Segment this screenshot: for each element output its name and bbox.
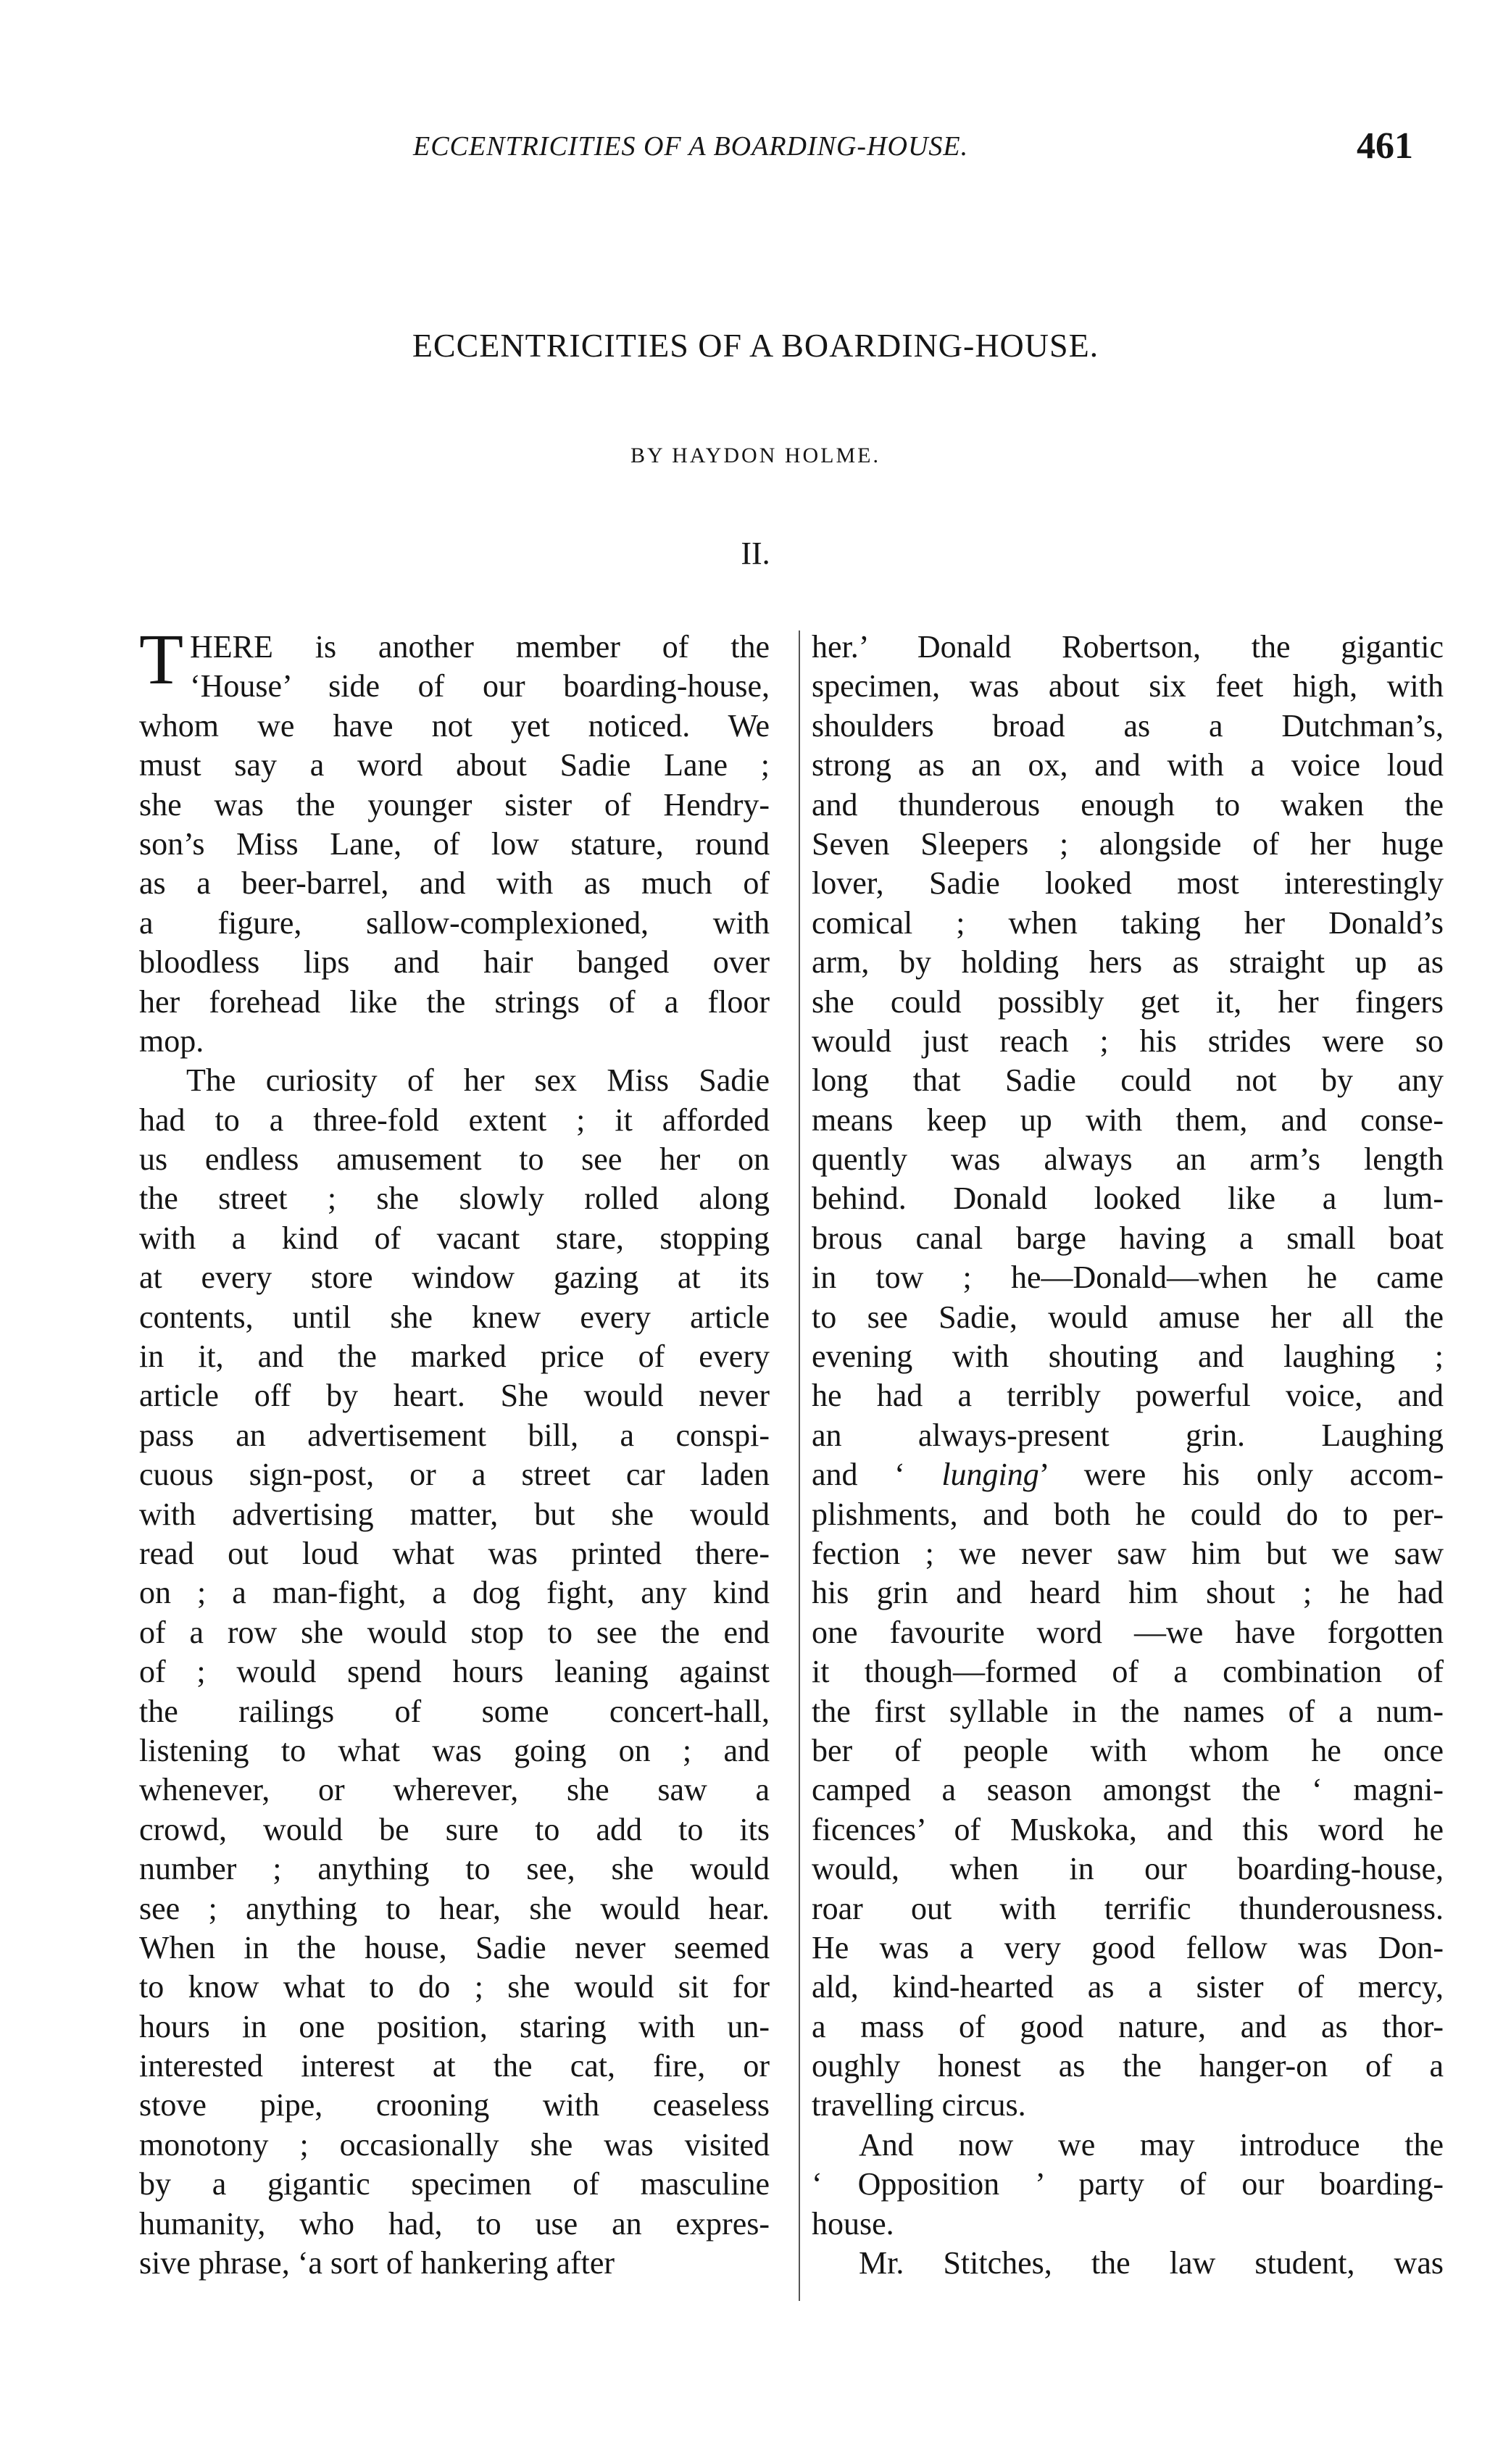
text-line: article off by heart. She would never [139, 1378, 770, 1414]
text-line: of ; would spend hours leaning against [139, 1654, 770, 1690]
text-line: us endless amusement to see her on [139, 1141, 770, 1178]
text-line: fection ; we never saw him but we saw [812, 1535, 1444, 1571]
running-title: ECCENTRICITIES OF A BOARDING-HOUSE. [413, 131, 969, 162]
text-line: the railings of some concert-hall, [139, 1693, 770, 1729]
text-line: in it, and the marked price of every [139, 1339, 770, 1375]
text-line: The curiosity of her sex Miss Sadie [186, 1062, 770, 1099]
text-line: it though—formed of a combination of [812, 1654, 1444, 1690]
text-line: strong as an ox, and with a voice loud [812, 747, 1444, 783]
text-line: see ; anything to hear, she would hear. [139, 1890, 770, 1926]
text-line: lover, Sadie looked most interestingly [812, 865, 1444, 902]
text-line: read out loud what was printed there- [139, 1535, 770, 1571]
text-line: hours in one position, staring with un- [139, 2008, 770, 2044]
text-line: ber of people with whom he once [812, 1732, 1444, 1768]
article-title: ECCENTRICITIES OF A BOARDING-HOUSE. [412, 327, 1099, 364]
text-line: had to a three-fold extent ; it afforded [139, 1102, 770, 1138]
text-line: mop. [139, 1023, 204, 1059]
text-line: and thunderous enough to waken the [812, 786, 1444, 823]
text-line: house. [812, 2205, 894, 2242]
text-line: bloodless lips and hair banged over [139, 944, 770, 981]
text-line: plishments, and both he could do to per- [812, 1496, 1444, 1532]
text-line: quently was always an arm’s length [812, 1141, 1444, 1178]
drop-cap: T [139, 619, 184, 699]
text-line: interested interest at the cat, fire, or [139, 2048, 770, 2084]
text-line: his grin and heard him shout ; he had [812, 1575, 1444, 1611]
text-line: evening with shouting and laughing ; [812, 1339, 1444, 1375]
text-line: an always-present grin. Laughing [812, 1417, 1444, 1453]
text-line: whom we have not yet noticed. We [139, 707, 770, 744]
text-line: and ‘ lunging’ were his only accom- [812, 1457, 1444, 1493]
text-line: behind. Donald looked like a lum- [812, 1181, 1444, 1217]
text-line: on ; a man-fight, a dog fight, any kind [139, 1575, 770, 1611]
text-line: to know what to do ; she would sit for [139, 1969, 770, 2005]
text-line: listening to what was going on ; and [139, 1732, 770, 1768]
text-line: oughly honest as the hanger-on of a [812, 2048, 1444, 2084]
text-line: pass an advertisement bill, a conspi- [139, 1417, 770, 1453]
text-line: Mr. Stitches, the law student, was [859, 2245, 1444, 2281]
text-line: ‘House’ side of our boarding-house, [190, 668, 770, 704]
byline: BY HAYDON HOLME. [630, 444, 881, 467]
text-line: the street ; she slowly rolled along [139, 1181, 770, 1217]
text-line: stove pipe, crooning with ceaseless [139, 2087, 770, 2123]
text-line: ald, kind-hearted as a sister of mercy, [812, 1969, 1444, 2005]
text-line: her forehead like the strings of a floor [139, 983, 770, 1020]
text-line: specimen, was about six feet high, with [812, 668, 1444, 704]
text-line: by a gigantic specimen of masculine [139, 2166, 770, 2202]
text-line: with a kind of vacant stare, stopping [139, 1220, 770, 1256]
text-line: contents, until she knew every article [139, 1299, 770, 1335]
text-line: travelling circus. [812, 2087, 1026, 2123]
text-line: crowd, would be sure to add to its [139, 1811, 770, 1847]
text-line: at every store window gazing at its [139, 1260, 770, 1296]
right-column [812, 628, 1444, 2283]
text-line: cuous sign-post, or a street car laden [139, 1457, 770, 1493]
text-line: would just reach ; his strides were so [812, 1023, 1444, 1059]
text-line: she was the younger sister of Hendry- [139, 786, 770, 823]
text-line: she could possibly get it, her fingers [812, 983, 1444, 1020]
text-line: Seven Sleepers ; alongside of her huge [812, 825, 1444, 862]
text-line: And now we may introduce the [859, 2126, 1444, 2163]
text-line: humanity, who had, to use an expres- [139, 2205, 770, 2242]
section-number: II. [741, 536, 770, 571]
text-line: in tow ; he—Donald—when he came [812, 1260, 1444, 1296]
text-line: roar out with terrific thunderousness. [812, 1890, 1444, 1926]
text-line: sive phrase, ‘a sort of hankering after [139, 2245, 615, 2281]
text-line: long that Sadie could not by any [812, 1062, 1444, 1099]
text-line: to see Sadie, would amuse her all the [812, 1299, 1444, 1335]
text-line: ‘ Opposition ’ party of our boarding- [812, 2166, 1444, 2202]
text-line: he had a terribly powerful voice, and [812, 1378, 1444, 1414]
text-line: would, when in our boarding-house, [812, 1851, 1444, 1887]
text-line: her.’ Donald Robertson, the gigantic [812, 629, 1444, 665]
text-line: HERE is another member of the [190, 629, 770, 665]
text-line: He was a very good fellow was Don- [812, 1929, 1444, 1965]
text-line: a mass of good nature, and as thor- [812, 2008, 1444, 2044]
text-line: comical ; when taking her Donald’s [812, 904, 1444, 941]
text-line: son’s Miss Lane, of low stature, round [139, 825, 770, 862]
column-rule [799, 630, 800, 2301]
text-line: of a row she would stop to see the end [139, 1614, 770, 1650]
text-line: shoulders broad as a Dutchman’s, [812, 707, 1444, 744]
text-line: ficences’ of Muskoka, and this word he [812, 1811, 1444, 1847]
running-header [109, 125, 1413, 174]
text-line: brous canal barge having a small boat [812, 1220, 1444, 1256]
text-line: When in the house, Sadie never seemed [139, 1929, 770, 1965]
text-line: whenever, or wherever, she saw a [139, 1772, 770, 1808]
text-line: camped a season amongst the ‘ magni- [812, 1772, 1444, 1808]
text-line: as a beer-barrel, and with as much of [139, 865, 770, 902]
text-line: arm, by holding hers as straight up as [812, 944, 1444, 981]
text-line: number ; anything to see, she would [139, 1851, 770, 1887]
left-column [139, 619, 770, 2283]
text-line: the first syllable in the names of a num- [812, 1693, 1444, 1729]
text-line: must say a word about Sadie Lane ; [139, 747, 770, 783]
text-line: monotony ; occasionally she was visited [139, 2126, 770, 2163]
text-line: means keep up with them, and conse- [812, 1102, 1444, 1138]
text-line: with advertising matter, but she would [139, 1496, 770, 1532]
text-line: a figure, sallow-complexioned, with [139, 904, 770, 941]
text-line: one favourite word —we have forgotten [812, 1614, 1444, 1650]
page-number: 461 [1357, 125, 1413, 167]
